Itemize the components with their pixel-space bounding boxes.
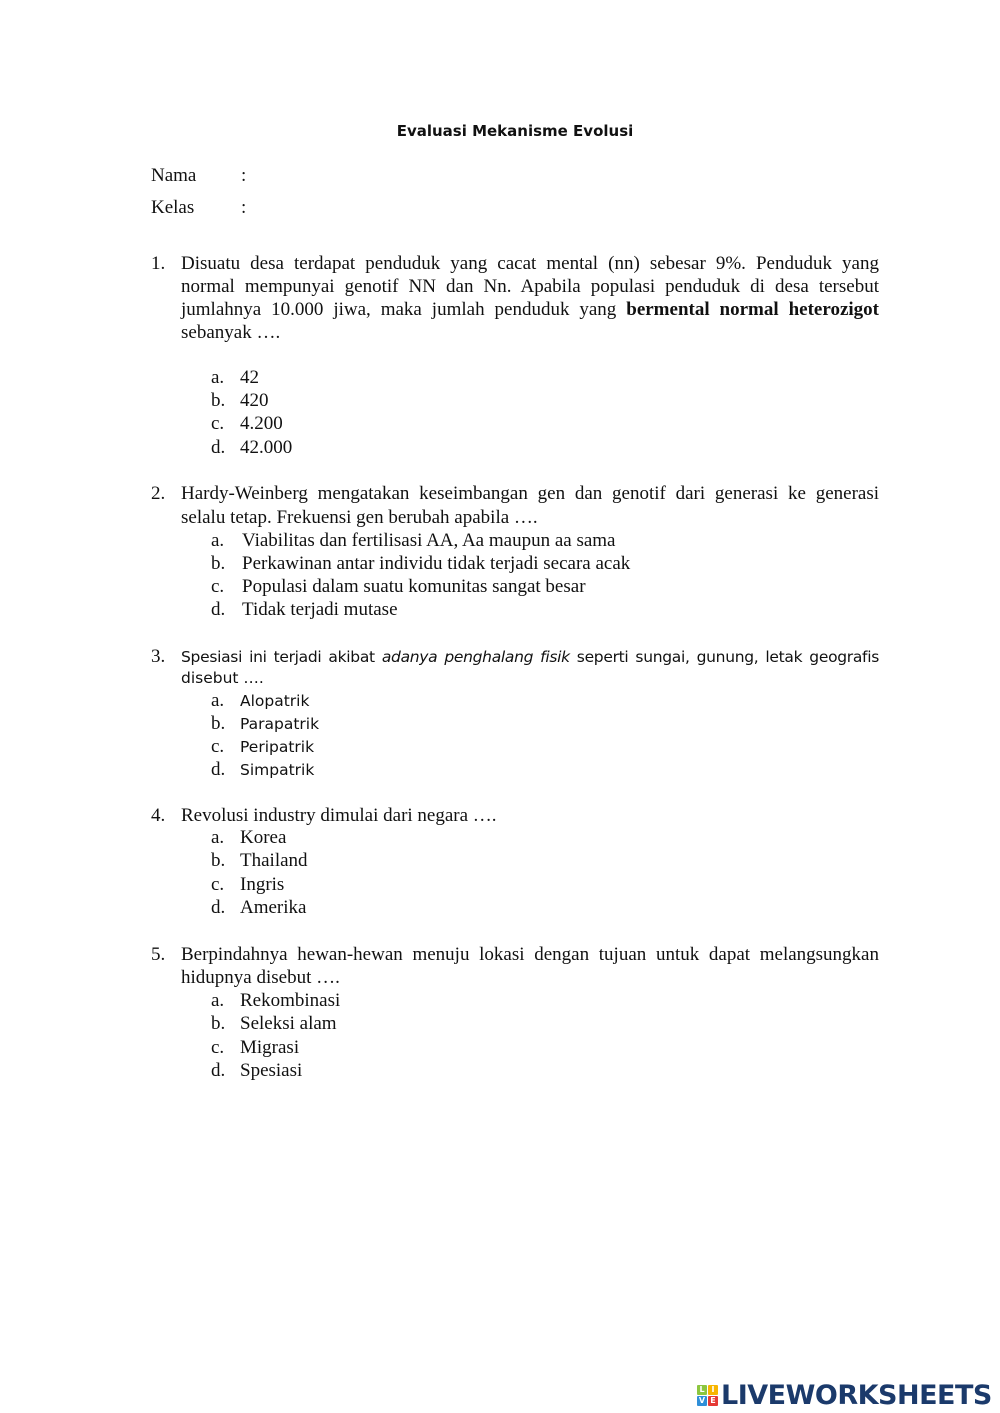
option-text: Rekombinasi bbox=[240, 990, 341, 1011]
question-number: 4. bbox=[151, 805, 166, 826]
logo-block: E bbox=[708, 1396, 718, 1406]
option-text: Alopatrik bbox=[240, 692, 310, 710]
option-letter: c. bbox=[211, 874, 225, 895]
option-letter: b. bbox=[211, 1013, 226, 1034]
option-letter: b. bbox=[211, 850, 226, 871]
question-text: Berpindahnya hewan-hewan menuju lokasi dengan tujuan untuk dapat melangsungkan bbox=[181, 944, 879, 965]
question-number: 1. bbox=[151, 253, 166, 274]
option-letter: c. bbox=[211, 413, 225, 434]
option-letter: d. bbox=[211, 437, 226, 458]
question-text-part: jumlahnya 10.000 jiwa, maka jumlah penduduk yang bbox=[181, 299, 617, 320]
option-letter: d. bbox=[211, 759, 226, 780]
option-text: Simpatrik bbox=[240, 761, 315, 779]
option-text: 42.000 bbox=[240, 437, 293, 458]
option-text: 4.200 bbox=[240, 413, 283, 434]
question-text: sebanyak …. bbox=[181, 322, 281, 343]
option-text: Korea bbox=[240, 827, 287, 848]
logo-blocks-icon bbox=[697, 1385, 718, 1406]
option-letter: c. bbox=[211, 736, 225, 757]
option-text: Tidak terjadi mutase bbox=[242, 599, 398, 620]
option-text: Seleksi alam bbox=[240, 1013, 337, 1034]
option-letter: a. bbox=[211, 690, 225, 711]
option-text: Ingris bbox=[240, 874, 285, 895]
option-letter: d. bbox=[211, 897, 226, 918]
question-text: Disuatu desa terdapat penduduk yang cacat mental (nn) sebesar 9%. Penduduk yang bbox=[181, 253, 879, 274]
class-colon: : bbox=[241, 197, 247, 218]
question-text bbox=[181, 646, 879, 668]
option-text: Migrasi bbox=[240, 1037, 300, 1058]
question-number: 3. bbox=[151, 646, 166, 667]
question-italic-text: adanya penghalang fisik bbox=[381, 648, 570, 666]
question-text bbox=[181, 299, 879, 321]
question-text: Revolusi industry dimulai dari negara …. bbox=[181, 805, 497, 826]
option-letter: d. bbox=[211, 1060, 226, 1081]
question-text: disebut …. bbox=[181, 669, 264, 687]
name-label: Nama bbox=[151, 165, 197, 186]
question-text-part: Spesiasi ini terjadi akibat bbox=[181, 648, 375, 666]
question-number: 2. bbox=[151, 483, 166, 504]
option-letter: a. bbox=[211, 827, 225, 848]
logo-block: L bbox=[697, 1385, 707, 1395]
option-letter: a. bbox=[211, 990, 225, 1011]
option-text: Parapatrik bbox=[240, 715, 320, 733]
option-text: Peripatrik bbox=[240, 738, 315, 756]
option-letter: b. bbox=[211, 390, 226, 411]
option-text: Thailand bbox=[240, 850, 308, 871]
option-letter: b. bbox=[211, 713, 226, 734]
option-text: 420 bbox=[240, 390, 269, 411]
option-letter: d. bbox=[211, 599, 226, 620]
option-text: 42 bbox=[240, 367, 259, 388]
logo-block: V bbox=[698, 1396, 706, 1405]
logo-text: LIVEWORKSHEETS bbox=[721, 1380, 992, 1411]
question-bold-text: bermental normal heterozigot bbox=[626, 299, 879, 320]
class-label: Kelas bbox=[151, 197, 195, 218]
option-text: Amerika bbox=[240, 897, 307, 918]
option-text: Perkawinan antar individu tidak terjadi secara acak bbox=[242, 553, 631, 574]
question-number: 5. bbox=[151, 944, 166, 965]
liveworksheets-logo bbox=[697, 1380, 992, 1411]
option-letter: c. bbox=[211, 1037, 225, 1058]
option-text: Populasi dalam suatu komunitas sangat besar bbox=[242, 576, 586, 597]
question-text: selalu tetap. Frekuensi gen berubah apabila …. bbox=[181, 507, 538, 528]
option-letter: a. bbox=[211, 367, 225, 388]
question-text: normal mempunyai genotif NN dan Nn. Apabila populasi penduduk di desa tersebut bbox=[181, 276, 879, 297]
option-text: Spesiasi bbox=[240, 1060, 303, 1081]
page-title: Evaluasi Mekanisme Evolusi bbox=[396, 122, 634, 140]
logo-block: I bbox=[708, 1385, 718, 1395]
option-letter: c. bbox=[211, 576, 225, 597]
option-text: Viabilitas dan fertilisasi AA, Aa maupun aa sama bbox=[242, 530, 616, 551]
name-colon: : bbox=[241, 165, 247, 186]
question-text: Hardy-Weinberg mengatakan keseimbangan gen dan genotif dari generasi ke generasi bbox=[181, 483, 879, 504]
option-letter: b. bbox=[211, 553, 226, 574]
option-letter: a. bbox=[211, 530, 225, 551]
question-text-part: seperti sungai, gunung, letak geografis bbox=[576, 648, 879, 666]
question-text: hidupnya disebut …. bbox=[181, 967, 340, 988]
